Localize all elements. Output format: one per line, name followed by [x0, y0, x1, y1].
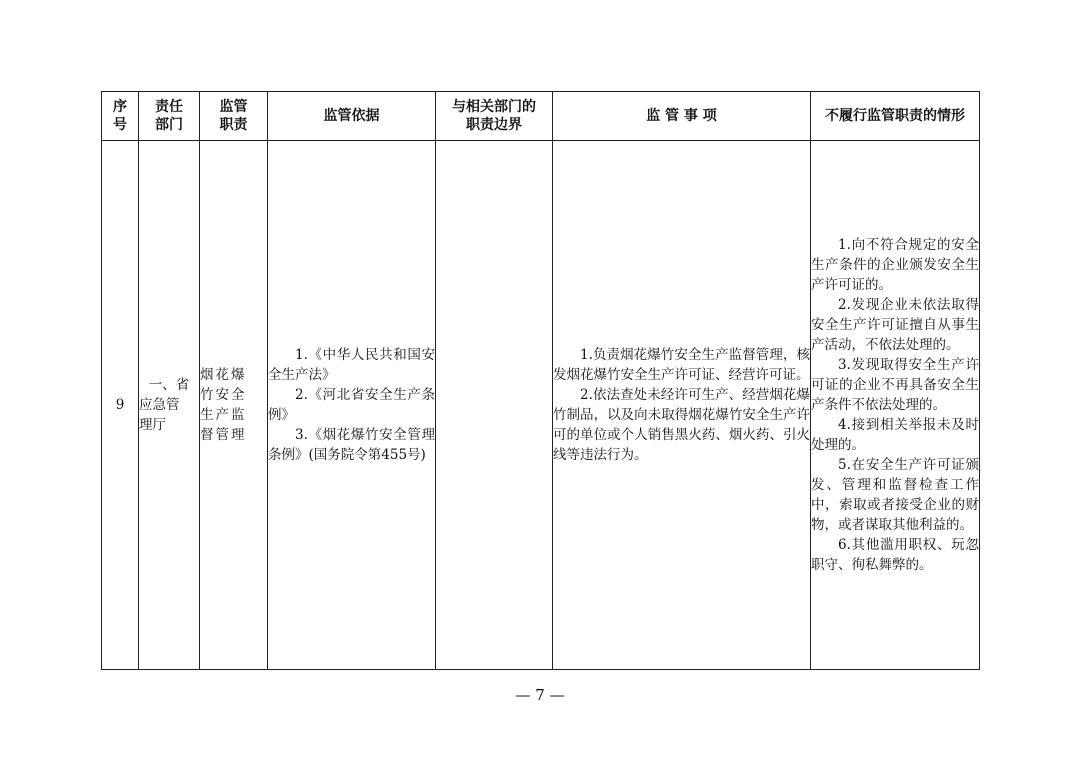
cell-dept: 一、省 应急管 理厅	[139, 141, 200, 670]
failure-item: 1.向不符合规定的安全生产条件的企业颁发安全生产许可证的。	[811, 237, 979, 293]
header-matters: 监 管 事 项	[553, 92, 811, 141]
failure-item: 2.发现企业未依法取得安全生产许可证擅自从事生产活动，不依法处理的。	[811, 297, 979, 353]
failure-item: 6.其他滥用职权、玩忽职守、徇私舞弊的。	[811, 537, 979, 573]
header-dept: 责任 部门	[139, 92, 200, 141]
table-row	[102, 141, 980, 670]
failure-item: 4.接到相关举报未及时处理的。	[811, 417, 979, 453]
cell-boundary	[436, 141, 553, 670]
page-number: — 7 —	[515, 686, 565, 704]
basis-item: 2.《河北省安全生产条例》	[268, 387, 435, 423]
header-failures: 不履行监管职责的情形	[811, 92, 980, 141]
cell-seq: 9	[102, 141, 139, 670]
header-duty: 监管 职责	[200, 92, 268, 141]
cell-duty: 烟花爆 竹安全 生产监 督管理	[200, 141, 268, 670]
table-header-row	[102, 92, 980, 141]
cell-failures	[811, 141, 980, 670]
responsibility-table	[101, 91, 980, 670]
matter-item: 1.负责烟花爆竹安全生产监督管理，核发烟花爆竹安全生产许可证、经营许可证。	[553, 347, 810, 383]
cell-basis	[268, 141, 436, 670]
matter-item: 2.依法查处未经许可生产、经营烟花爆竹制品，以及向未取得烟花爆竹安全生产许可的单位或个人销售黑火药、烟火药、引火线等违法行为。	[553, 387, 810, 463]
basis-item: 1.《中华人民共和国安全生产法》	[268, 347, 435, 383]
failure-item: 5.在安全生产许可证颁发、管理和监督检查工作中，索取或者接受企业的财物，或者谋取其他利益的。	[811, 457, 979, 533]
cell-matters	[553, 141, 811, 670]
basis-item: 3.《烟花爆竹安全管理条例》(国务院令第455号)	[268, 427, 435, 463]
header-seq: 序 号	[102, 92, 139, 141]
header-boundary: 与相关部门的 职责边界	[436, 92, 553, 141]
header-basis: 监管依据	[268, 92, 436, 141]
failure-item: 3.发现取得安全生产许可证的企业不再具备安全生产条件不依法处理的。	[811, 357, 979, 413]
